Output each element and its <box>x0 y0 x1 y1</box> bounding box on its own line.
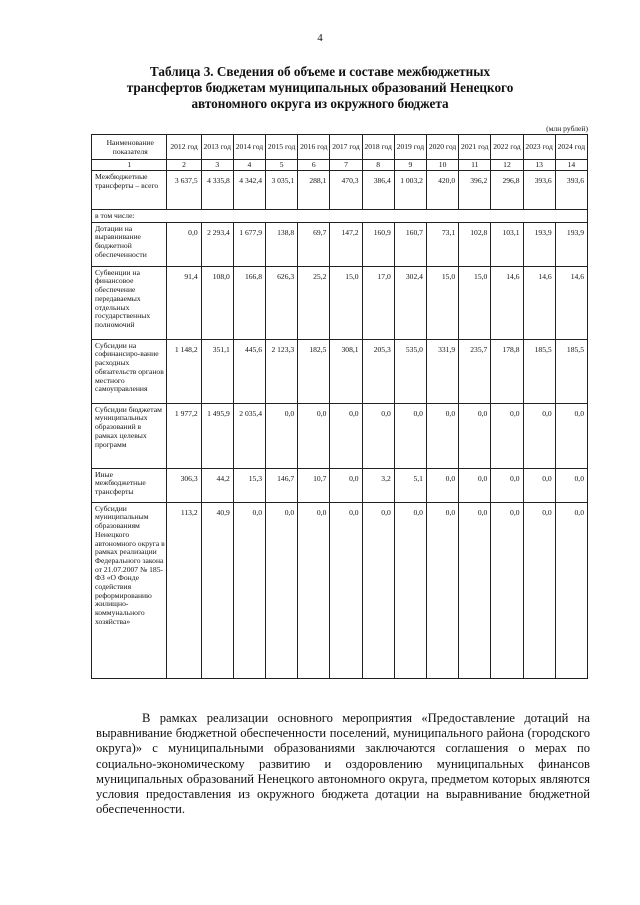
cell-value: 351,1 <box>201 339 233 403</box>
cell-value: 0,0 <box>330 403 362 468</box>
cell-value: 69,7 <box>298 222 330 266</box>
cell-value: 0,0 <box>362 502 394 678</box>
table-row <box>92 266 588 339</box>
cell-value: 4 335,8 <box>201 171 233 210</box>
cell-value: 0,0 <box>555 403 587 468</box>
year-header: 2019 год <box>394 135 426 160</box>
cell-value: 1 003,2 <box>394 171 426 210</box>
cell-value: 185,5 <box>555 339 587 403</box>
cell-value: 14,6 <box>555 266 587 339</box>
cell-value: 102,8 <box>459 222 491 266</box>
cell-value: 302,4 <box>394 266 426 339</box>
cell-value: 182,5 <box>298 339 330 403</box>
cell-value: 3 637,5 <box>167 171 201 210</box>
year-header: 2018 год <box>362 135 394 160</box>
cell-value: 113,2 <box>167 502 201 678</box>
cell-value: 0,0 <box>426 468 458 502</box>
cell-value: 0,0 <box>233 502 265 678</box>
cell-value: 91,4 <box>167 266 201 339</box>
year-header: 2022 год <box>491 135 523 160</box>
cell-value: 296,8 <box>491 171 523 210</box>
cell-value: 393,6 <box>523 171 555 210</box>
cell-value: 306,3 <box>167 468 201 502</box>
row-label: Межбюджетные трансферты – всего <box>92 171 167 210</box>
cell-value: 40,9 <box>201 502 233 678</box>
cell-value: 146,7 <box>266 468 298 502</box>
year-header: 2017 год <box>330 135 362 160</box>
cell-value: 160,9 <box>362 222 394 266</box>
table-title: Таблица 3. Сведения об объеме и составе межбюджетных трансфертов бюджетам муниципальных образований Ненецкого автономного округа из окружного бюджета <box>126 64 514 111</box>
cell-value: 470,3 <box>330 171 362 210</box>
cell-value: 2 293,4 <box>201 222 233 266</box>
cell-value: 17,0 <box>362 266 394 339</box>
cell-value: 160,7 <box>394 222 426 266</box>
cell-value: 0,0 <box>266 502 298 678</box>
column-number: 13 <box>523 160 555 171</box>
table-row <box>92 339 588 403</box>
column-number: 12 <box>491 160 523 171</box>
cell-value: 3,2 <box>362 468 394 502</box>
row-label: Субвенции на финансовое обеспечение передаваемых отдельных государственных полномочий <box>92 266 167 339</box>
cell-value: 0,0 <box>459 502 491 678</box>
row-label: Субсидии бюджетам муниципальных образований в рамках целевых программ <box>92 403 167 468</box>
cell-value: 15,0 <box>330 266 362 339</box>
unit-label: (млн рублей) <box>546 124 588 133</box>
cell-value: 0,0 <box>459 468 491 502</box>
year-header: 2012 год <box>167 135 201 160</box>
year-header: 2024 год <box>555 135 587 160</box>
cell-value: 73,1 <box>426 222 458 266</box>
cell-value: 1 148,2 <box>167 339 201 403</box>
cell-value: 0,0 <box>491 468 523 502</box>
column-number: 10 <box>426 160 458 171</box>
column-number: 9 <box>394 160 426 171</box>
column-number: 8 <box>362 160 394 171</box>
cell-value: 0,0 <box>298 502 330 678</box>
cell-value: 0,0 <box>330 502 362 678</box>
cell-value: 0,0 <box>523 502 555 678</box>
cell-value: 5,1 <box>394 468 426 502</box>
cell-value: 15,0 <box>459 266 491 339</box>
cell-value: 1 495,9 <box>201 403 233 468</box>
cell-value: 14,6 <box>491 266 523 339</box>
cell-value: 535,0 <box>394 339 426 403</box>
paragraph-text: В рамках реализации основного мероприятия «Предоставление дотаций на выравнивание бюджетной обеспеченности поселений, муниципального района (городского округа)» с муниципальными образованиями заключаются соглашения о мерах по социально-экономическому развитию и оздоровлению муниципальных финансов муниципальных образований Ненецкого автономного округа, предметом которых являются условия предоставления из окружного бюджета дотации на выравнивание бюджетной обеспеченности. <box>96 711 590 817</box>
cell-value: 0,0 <box>330 468 362 502</box>
column-number: 7 <box>330 160 362 171</box>
column-number: 11 <box>459 160 491 171</box>
table-row <box>92 171 588 210</box>
cell-value: 0,0 <box>523 403 555 468</box>
cell-value: 393,6 <box>555 171 587 210</box>
cell-value: 4 342,4 <box>233 171 265 210</box>
cell-value: 1 977,2 <box>167 403 201 468</box>
cell-value: 14,6 <box>523 266 555 339</box>
column-number: 14 <box>555 160 587 171</box>
row-label: Иные межбюджетные трансферты <box>92 468 167 502</box>
column-number: 5 <box>266 160 298 171</box>
cell-value: 445,6 <box>233 339 265 403</box>
row-label: Субсидии на софинансиро-вание расходных обязательств органов местного самоуправления <box>92 339 167 403</box>
cell-value: 626,3 <box>266 266 298 339</box>
year-header: 2013 год <box>201 135 233 160</box>
cell-value: 2 123,3 <box>266 339 298 403</box>
cell-value: 25,2 <box>298 266 330 339</box>
year-header: 2014 год <box>233 135 265 160</box>
table-row <box>92 403 588 468</box>
page-number: 4 <box>317 32 323 44</box>
cell-value: 0,0 <box>491 502 523 678</box>
cell-value: 235,7 <box>459 339 491 403</box>
cell-value: 138,8 <box>266 222 298 266</box>
cell-value: 2 035,4 <box>233 403 265 468</box>
year-header: 2015 год <box>266 135 298 160</box>
column-number: 6 <box>298 160 330 171</box>
transfers-table <box>91 134 588 679</box>
table-row <box>92 468 588 502</box>
header-label: Наименование показателя <box>92 135 167 160</box>
cell-value: 205,3 <box>362 339 394 403</box>
cell-value: 0,0 <box>362 403 394 468</box>
cell-value: 0,0 <box>266 403 298 468</box>
cell-value: 0,0 <box>491 403 523 468</box>
cell-value: 193,9 <box>555 222 587 266</box>
cell-value: 0,0 <box>167 222 201 266</box>
year-header: 2021 год <box>459 135 491 160</box>
cell-value: 0,0 <box>555 502 587 678</box>
year-header: 2020 год <box>426 135 458 160</box>
cell-value: 0,0 <box>394 403 426 468</box>
cell-value: 0,0 <box>555 468 587 502</box>
cell-value: 420,0 <box>426 171 458 210</box>
cell-value: 108,0 <box>201 266 233 339</box>
cell-value: 0,0 <box>298 403 330 468</box>
cell-value: 396,2 <box>459 171 491 210</box>
cell-value: 10,7 <box>298 468 330 502</box>
cell-value: 15,0 <box>426 266 458 339</box>
cell-value: 386,4 <box>362 171 394 210</box>
cell-value: 331,9 <box>426 339 458 403</box>
cell-value: 0,0 <box>394 502 426 678</box>
column-number: 2 <box>167 160 201 171</box>
column-number: 4 <box>233 160 265 171</box>
cell-value: 44,2 <box>201 468 233 502</box>
cell-value: 193,9 <box>523 222 555 266</box>
table-row <box>92 210 588 223</box>
cell-value: 0,0 <box>426 403 458 468</box>
cell-value: 103,1 <box>491 222 523 266</box>
row-label: Субсидии муниципальным образованиям Ненецкого автономного округа в рамках реализации Федерального закона от 21.07.2007 № 185-ФЗ «О Фонде содействия реформированию жилищно-коммунального хозяйства» <box>92 502 167 678</box>
cell-value: 0,0 <box>426 502 458 678</box>
cell-value: 3 035,1 <box>266 171 298 210</box>
column-number: 3 <box>201 160 233 171</box>
cell-value: 0,0 <box>459 403 491 468</box>
cell-value: 0,0 <box>523 468 555 502</box>
column-number: 1 <box>92 160 167 171</box>
cell-value: 166,8 <box>233 266 265 339</box>
cell-value: 288,1 <box>298 171 330 210</box>
cell-value: 147,2 <box>330 222 362 266</box>
column-number-row <box>92 160 588 171</box>
cell-value: 15,3 <box>233 468 265 502</box>
year-header: 2023 год <box>523 135 555 160</box>
cell-value: 185,5 <box>523 339 555 403</box>
row-label: Дотации на выравнивание бюджетной обеспеченности <box>92 222 167 266</box>
table-row <box>92 222 588 266</box>
cell-value: 178,8 <box>491 339 523 403</box>
table-row <box>92 502 588 678</box>
year-header: 2016 год <box>298 135 330 160</box>
row-label: в том числе: <box>92 210 588 223</box>
body-paragraph <box>96 711 590 817</box>
cell-value: 1 677,9 <box>233 222 265 266</box>
cell-value: 308,1 <box>330 339 362 403</box>
